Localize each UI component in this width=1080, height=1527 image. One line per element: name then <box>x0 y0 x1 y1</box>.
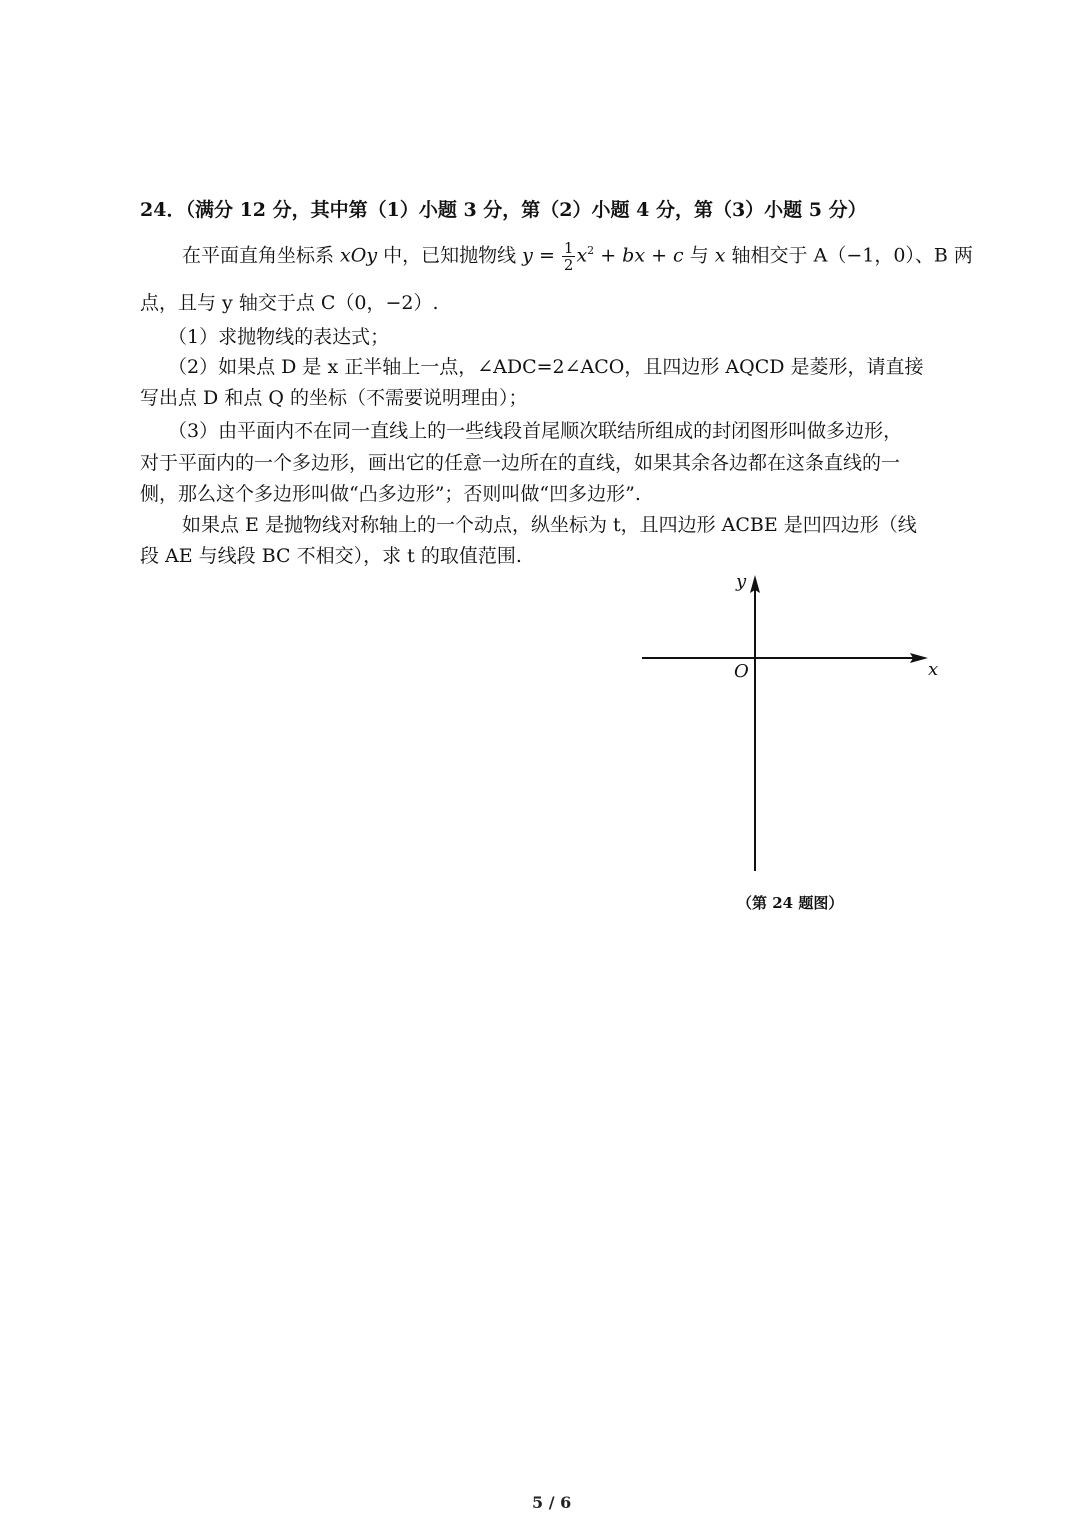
part-3-line-3: 侧，那么这个多边形叫做“凸多边形”；否则叫做“凹多边形”. <box>140 483 641 505</box>
origin-label: O <box>734 661 749 682</box>
figure-caption: （第 24 题图） <box>737 894 844 912</box>
question-score-info: ．（满分 12 分，其中第（1）小题 3 分，第（2）小题 4 分，第（3）小题 5 分） <box>166 199 867 221</box>
part-2-line-2: 写出点 D 和点 Q 的坐标（不需要说明理由）； <box>140 387 528 409</box>
y-axis-label: y <box>736 571 747 592</box>
coordinate-axes-figure <box>630 565 950 885</box>
part-1: （1）求抛物线的表达式； <box>168 326 390 348</box>
part-3-line-2: 对于平面内的一个多边形，画出它的任意一边所在的直线，如果其余各边都在这条直线的一 <box>140 452 901 474</box>
stem-line-2: 点，且与 y 轴交于点 C（0，−2）. <box>140 292 439 314</box>
fraction-one-half: $\frac{1}{2}$ <box>563 238 574 274</box>
page-number: 5 / 6 <box>532 1493 572 1512</box>
part-3-line-5: 段 AE 与线段 BC 不相交），求 t 的取值范围. <box>140 545 522 567</box>
stem-line-1: 在平面直角坐标系 xOy 中，已知抛物线 y = $\frac{1}{2}$ $x^2$ + bx + c 与 x 轴相交于 A（−1，0）、B 两 <box>182 238 973 274</box>
part-3-line-1: （3）由平面内不在同一直线上的一些线段首尾顺次联结所组成的封闭图形叫做多边形， <box>168 420 903 442</box>
question-header <box>140 197 867 223</box>
part-2-line-1: （2）如果点 D 是 x 正半轴上一点，∠ADC=2∠ACO，且四边形 AQCD 是菱形，请直接 <box>168 356 924 378</box>
part-3-line-4: 如果点 E 是抛物线对称轴上的一个动点，纵坐标为 t，且四边形 ACBE 是凹四边形（线 <box>182 514 917 536</box>
question-number: 24 <box>140 199 167 221</box>
x-axis-label: x <box>928 659 939 680</box>
